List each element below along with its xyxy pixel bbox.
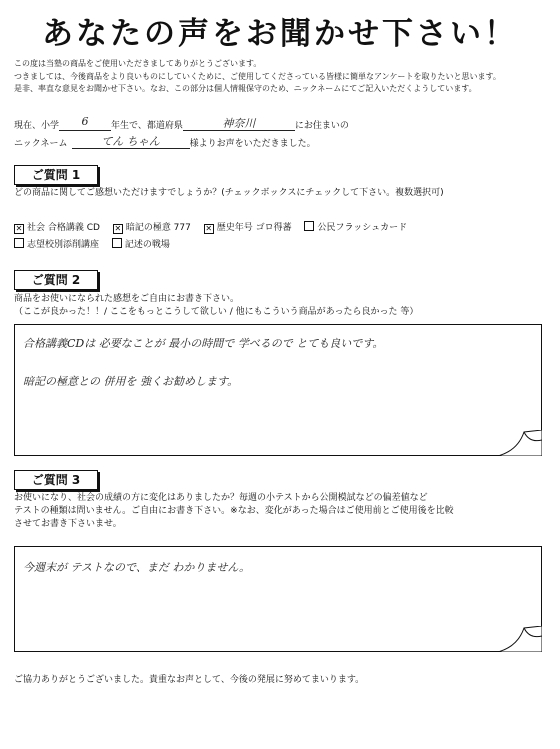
profile-line-1: 現在、小学 6 年生で、都道府県 神奈川 にお住まいの — [14, 115, 349, 131]
prefecture-field[interactable]: 神奈川 — [183, 118, 295, 131]
page-curl-icon — [498, 430, 542, 456]
question-2-header: ご質問 2 — [14, 270, 98, 290]
question-3-header: ご質問 3 — [14, 470, 98, 490]
option-social-cd[interactable]: ✕ 社会 合格講義 CD — [15, 223, 100, 233]
question-3-text-line: テストの種類は問いません。ご自由にお書き下さい。※なお、変化があった場合はご使用前とご使用後を比較 — [14, 506, 454, 516]
question-2-answer-box[interactable] — [14, 324, 542, 456]
thank-you-note: ご協力ありがとうございました。貴重なお声として、今後の発展に努めてまいります。 — [14, 675, 365, 685]
profile-line-2: ニックネーム てん ちゃん 様よりお声をいただきました。 — [14, 135, 316, 149]
question-2-text: 商品をお使いになられた感想をご自由にお書き下さい。 — [14, 294, 240, 304]
intro-line: つきましては、今後商品をより良いものにしていくために、ご使用してくださっている皆様に簡単なアンケートを取りたいと思います。 — [14, 71, 501, 81]
checkbox-checked-icon: ✕ — [15, 224, 23, 233]
option-civics-cards[interactable]: 公民フラッシュカード — [304, 220, 407, 233]
answer-line: 暗記の極意との 併用を 強くお勧めします。 — [23, 375, 239, 388]
intro-line: 是非、率直な意見をお聞かせ下さい。なお、この部分は個人情報保守のため、ニックネームにてご記入いただくようしています。 — [14, 84, 477, 93]
option-history-goro[interactable]: ✕ 歴史年号 ゴロ得蕃 — [205, 223, 292, 233]
checkbox-icon — [14, 238, 24, 248]
question-3-text-line: お使いになり、社会の成績の方に変化はありましたか？毎週の小テストから公開模試などの偏差値など — [14, 493, 428, 503]
q1-options-row-2 — [14, 237, 180, 250]
checkbox-checked-icon: ✕ — [114, 224, 122, 233]
option-memorize-777[interactable]: ✕ 暗記の極意 777 — [114, 223, 191, 233]
question-1-text: どの商品に関してご感想いただけますでしょうか？(チェックボックスにチェックして下さい。複数選択可) — [14, 188, 444, 198]
answer-line: 今週末が テストなので、まだ わかりません。 — [23, 561, 250, 574]
question-3-text-line: させてお書き下さいませ。 — [14, 519, 122, 529]
checkbox-icon — [304, 221, 314, 231]
grade-field[interactable]: 6 — [59, 118, 111, 131]
intro-line: この度は当塾の商品をご使用いただきましてありがとうございます。 — [14, 59, 262, 68]
nickname-field[interactable]: てん ちゃん — [72, 136, 190, 149]
q1-options-row-1 — [14, 220, 417, 234]
answer-line: 合格講義CDは 必要なことが 最小の時間で 学べるので とても良いです。 — [23, 337, 384, 350]
page-title: あなたの声をお聞かせ下さい！ — [42, 16, 518, 52]
option-writing-battle[interactable]: 記述の戦場 — [112, 237, 170, 250]
option-school-course[interactable]: 志望校別添削講座 — [14, 237, 99, 250]
page-curl-icon — [498, 626, 542, 652]
intro-text — [14, 58, 554, 96]
checkbox-icon — [112, 238, 122, 248]
question-1-header: ご質問 1 — [14, 165, 98, 185]
question-3-answer-box[interactable] — [14, 546, 542, 652]
question-2-hint: （ここが良かった！！/ ここをもっとこうして欲しい / 他にもこういう商品があったら良かった 等） — [14, 307, 419, 317]
checkbox-checked-icon: ✕ — [205, 224, 213, 233]
